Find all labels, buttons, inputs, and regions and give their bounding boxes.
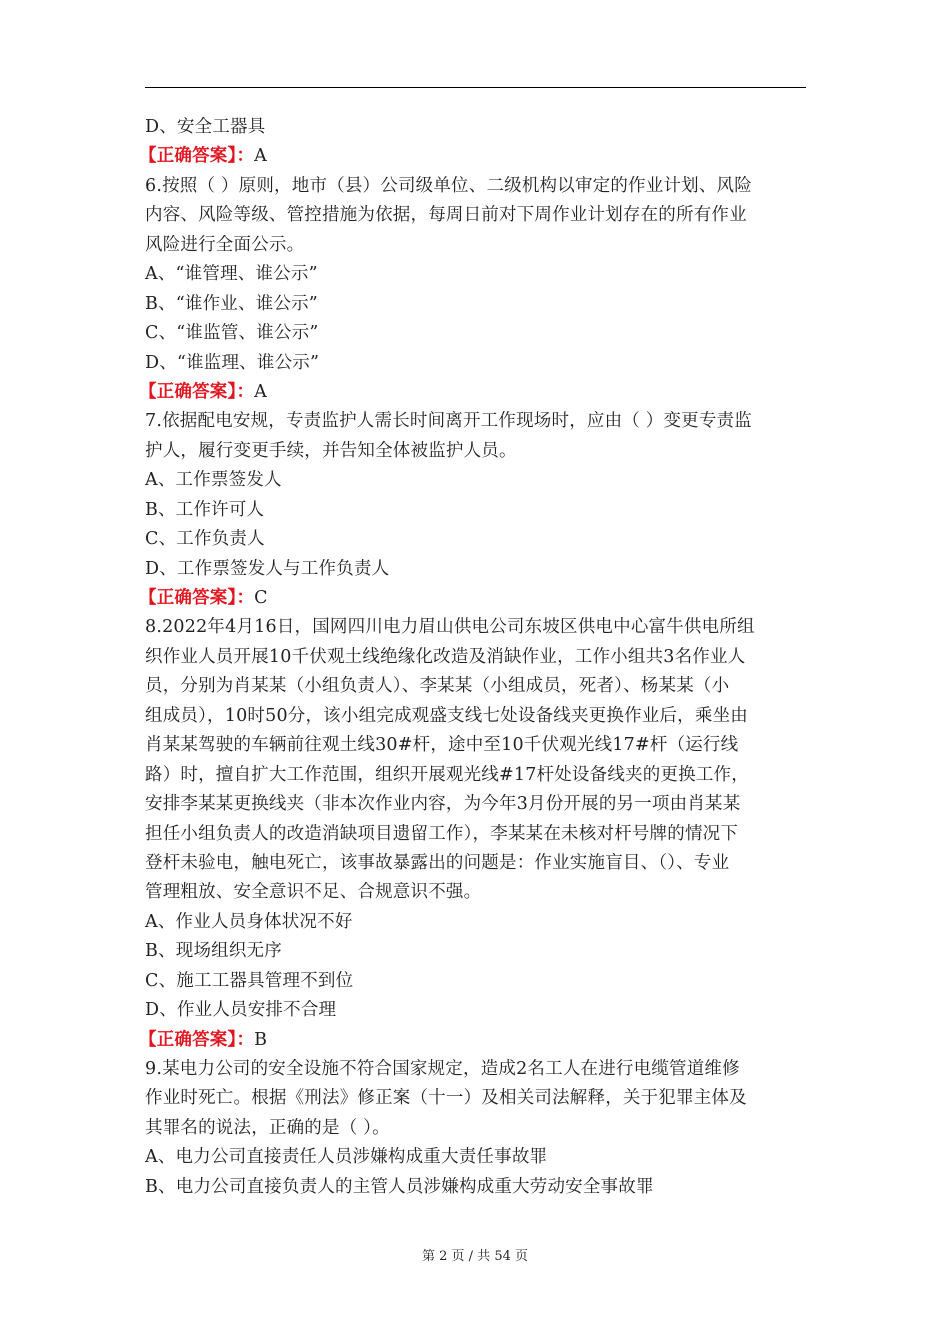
text-line: D、“谁监理、谁公示” [145,352,320,373]
answer-value: A [254,146,267,167]
text-line: 管理粗放、安全意识不足、合规意识不强。 [145,882,482,903]
text-line: 8.2022年4月16日，国网四川电力眉山供电公司东坡区供电中心富牛供电所组 [145,617,755,638]
document-body [139,113,810,1202]
text-line: 安排李某某更换线夹（非本次作业内容，为今年3月份开展的另一项由肖某某 [145,794,741,815]
answer-label: 【正确答案】： [139,588,255,608]
text-line: D、工作票签发人与工作负责人 [145,558,390,579]
text-line: 织作业人员开展10千伏观土线绝缘化改造及消缺作业，工作小组共3名作业人 [145,646,746,667]
text-line: B、电力公司直接负责人的主管人员涉嫌构成重大劳动安全事故罪 [145,1176,654,1197]
text-line: C、“谁监管、谁公示” [145,323,319,344]
text-line: A、作业人员身体状况不好 [145,911,353,932]
text-line: 担任小组负责人的改造消缺项目遗留工作），李某某在未核对杆号牌的情况下 [145,823,739,844]
answer-value: C [254,588,268,608]
text-line: B、“谁作业、谁公示” [145,293,318,314]
text-line: 其罪名的说法，正确的是（ ）。 [145,1117,390,1138]
correct-answer-line [139,584,810,613]
text-line: 组成员），10时50分，该小组完成观盛支线七处设备线夹更换作业后，乘坐由 [145,705,748,726]
text-line: A、工作票签发人 [145,470,282,491]
text-line: 路）时，擅自扩大工作范围，组织开展观光线#17杆处设备线夹的更换工作， [145,764,749,785]
text-line: B、现场组织无序 [145,941,282,962]
text-line: 7.依据配电安规，专责监护人需长时间离开工作现场时，应由（ ）变更专责监 [145,411,752,432]
header-rule [145,87,806,88]
text-line: 员，分别为肖某某（小组负责人）、李某某（小组成员，死者）、杨某某（小 [145,676,730,697]
text-line: A、电力公司直接责任人员涉嫌构成重大责任事故罪 [145,1147,548,1168]
text-line: 6.按照（ ）原则，地市（县）公司级单位、二级机构以审定的作业计划、风险 [145,175,752,196]
correct-answer-line [139,378,810,407]
answer-value: A [254,381,267,402]
text-line: 风险进行全面公示。 [145,234,305,255]
correct-answer-line [139,1026,810,1055]
page-footer: 第 2 页 / 共 54 页 [422,1249,528,1264]
answer-label: 【正确答案】： [139,381,255,402]
text-line: C、施工工器具管理不到位 [145,970,354,991]
answer-value: B [254,1029,268,1050]
text-line: 登杆未验电，触电死亡，该事故暴露出的问题是：作业实施盲目、（）、专业 [145,852,730,873]
answer-label: 【正确答案】： [139,1029,255,1050]
text-line: 9.某电力公司的安全设施不符合国家规定，造成2名工人在进行电缆管道维修 [145,1059,740,1079]
text-line: 作业时死亡。根据《刑法》修正案（十一）及相关司法解释，关于犯罪主体及 [145,1088,747,1109]
correct-answer-line [139,142,810,171]
text-line: A、“谁管理、谁公示” [145,264,318,285]
text-line: 内容、风险等级、管控措施为依据，每周日前对下周作业计划存在的所有作业 [145,205,747,226]
answer-label: 【正确答案】： [139,146,255,167]
text-line: 护人，履行变更手续，并告知全体被监护人员。 [145,440,517,461]
text-line: B、工作许可人 [145,499,265,520]
text-line: D、作业人员安排不合理 [145,1000,337,1021]
text-line: C、工作负责人 [145,529,265,550]
text-line: 肖某某驾驶的车辆前往观土线30#杆，途中至10千伏观光线17#杆（运行线 [145,735,739,756]
text-line: D、安全工器具 [145,117,266,137]
